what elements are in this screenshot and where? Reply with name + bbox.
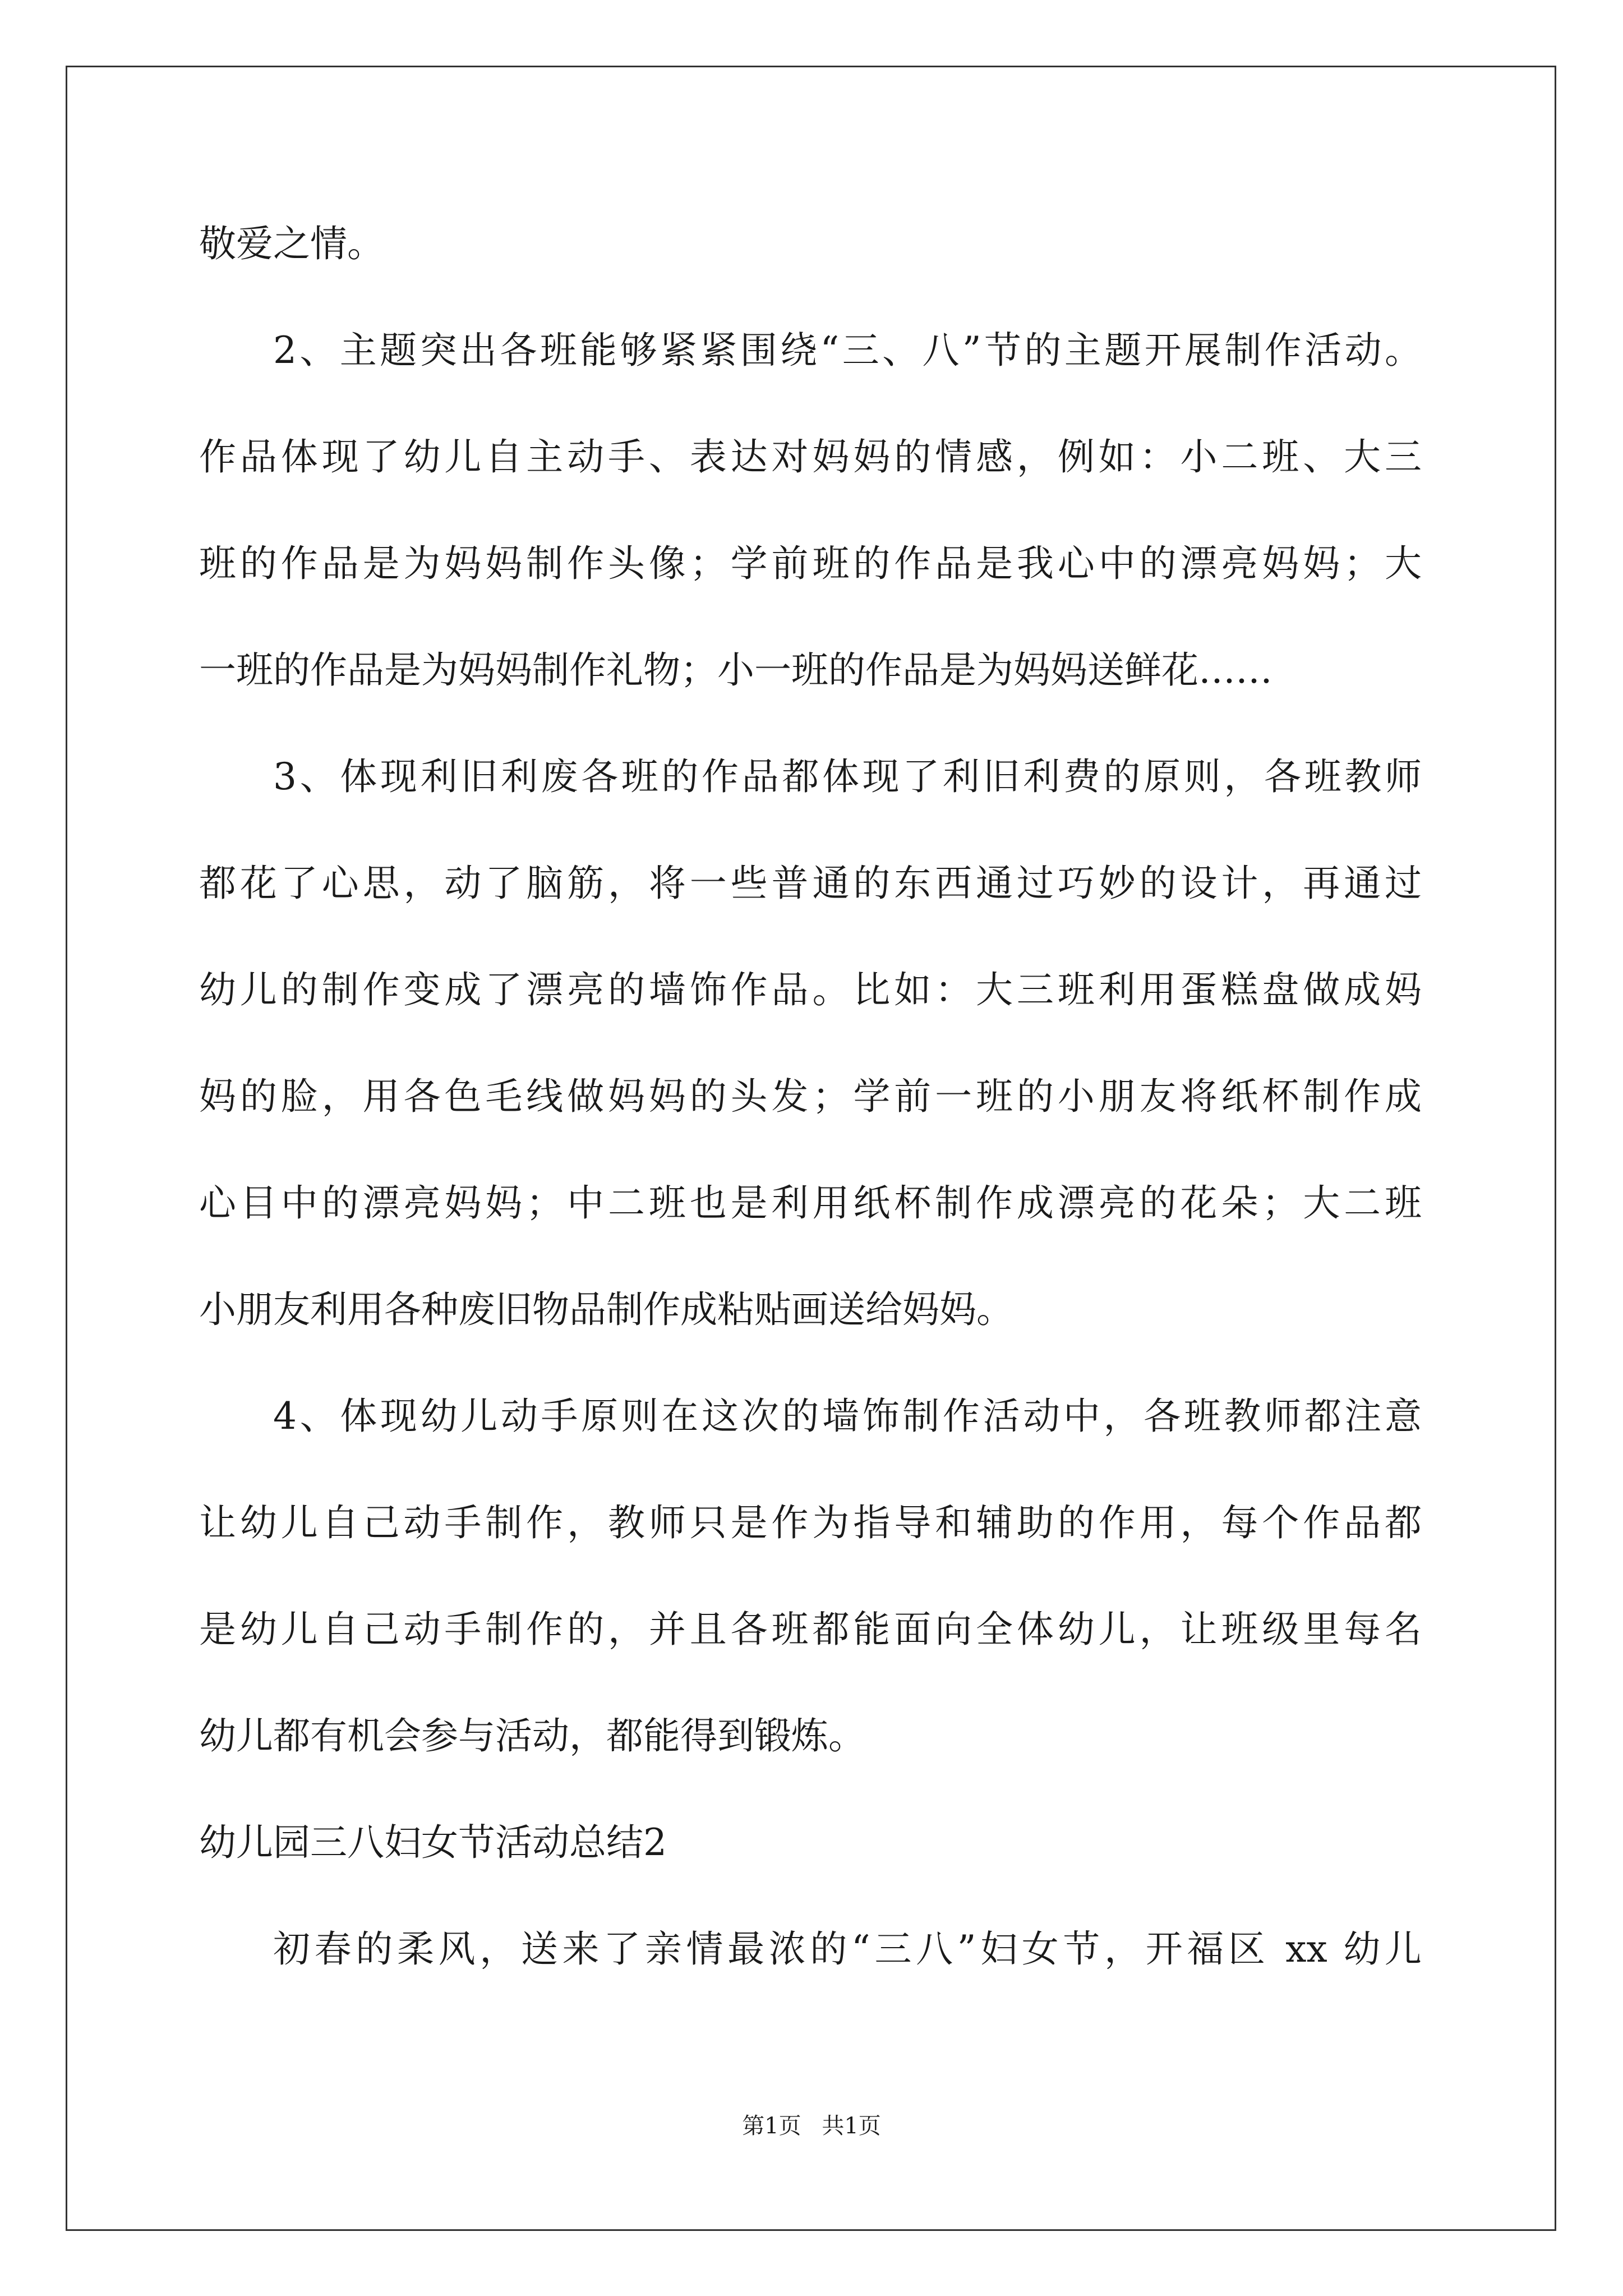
text-line: 敬爱之情。 bbox=[199, 222, 384, 265]
page-footer bbox=[0, 2109, 1623, 2143]
text-line: 让幼儿自己动手制作，教师只是作为指导和辅助的作用，每个作品都 bbox=[199, 1501, 1422, 1544]
text-line: 幼儿的制作变成了漂亮的墙饰作品。比如：大三班利用蛋糕盘做成妈 bbox=[199, 968, 1422, 1011]
text-line: 班的作品是为妈妈制作头像；学前班的作品是我心中的漂亮妈妈；大 bbox=[199, 542, 1422, 585]
text-line: 是幼儿自己动手制作的，并且各班都能面向全体幼儿，让班级里每名 bbox=[199, 1608, 1422, 1651]
text-line: 幼儿都有机会参与活动，都能得到锻炼。 bbox=[199, 1714, 865, 1757]
text-line: 初春的柔风，送来了亲情最浓的“三八”妇女节，开福区 xx 幼儿 bbox=[273, 1927, 1422, 1971]
text-line: 一班的作品是为妈妈制作礼物；小一班的作品是为妈妈送鲜花…… bbox=[199, 648, 1272, 692]
text-line: 妈的脸，用各色毛线做妈妈的头发；学前一班的小朋友将纸杯制作成 bbox=[199, 1075, 1422, 1118]
text-line: 都花了心思，动了脑筋，将一些普通的东西通过巧妙的设计，再通过 bbox=[199, 862, 1422, 905]
text-line: 3、体现利旧利废各班的作品都体现了利旧利费的原则，各班教师 bbox=[273, 755, 1422, 798]
section-heading: 幼儿园三八妇女节活动总结2 bbox=[199, 1821, 667, 1864]
text-line: 4、体现幼儿动手原则在这次的墙饰制作活动中，各班教师都注意 bbox=[273, 1395, 1422, 1438]
page-number: 第1页 bbox=[742, 2113, 801, 2139]
text-line: 作品体现了幼儿自主动手、表达对妈妈的情感，例如：小二班、大三 bbox=[199, 435, 1422, 478]
page-total: 共1页 bbox=[822, 2113, 881, 2139]
text-line: 心目中的漂亮妈妈；中二班也是利用纸杯制作成漂亮的花朵；大二班 bbox=[199, 1181, 1422, 1225]
document-body bbox=[199, 202, 1422, 2014]
text-line: 小朋友利用各种废旧物品制作成粘贴画送给妈妈。 bbox=[199, 1288, 1013, 1331]
text-line: 2、主题突出各班能够紧紧围绕“三、八”节的主题开展制作活动。 bbox=[273, 329, 1422, 372]
